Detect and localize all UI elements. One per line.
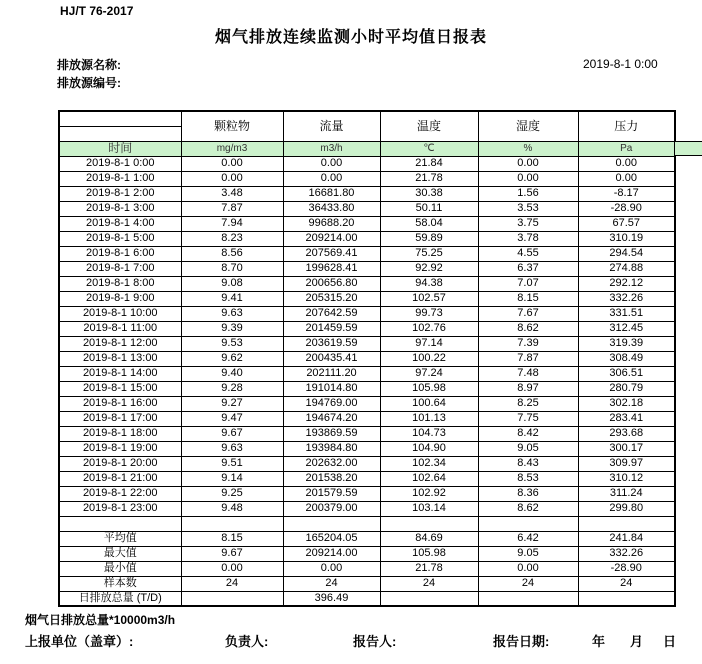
cell-time: 2019-8-1 14:00 [59,366,181,381]
summary-row [59,546,675,561]
cell-value: 9.28 [181,381,283,396]
cell-value: 7.07 [478,276,578,291]
cell-time: 2019-8-1 1:00 [59,171,181,186]
cell-value: 6.37 [478,261,578,276]
cell-time: 2019-8-1 2:00 [59,186,181,201]
cell-value: 7.87 [478,351,578,366]
cell-time: 2019-8-1 10:00 [59,306,181,321]
year-label: 年 [592,634,606,649]
cell-time: 2019-8-1 6:00 [59,246,181,261]
reporter-label: 报告人: [353,634,397,649]
cell-value: 7.39 [478,336,578,351]
time-header-cell: 时间 [59,141,181,156]
table-row [59,351,675,366]
summary-value: 332.26 [578,546,675,561]
cell-value: 8.70 [181,261,283,276]
cell-value: 319.39 [578,336,675,351]
cell-time: 2019-8-1 3:00 [59,201,181,216]
cell-value: 16681.80 [283,186,380,201]
cell-value: 75.25 [380,246,478,261]
cell-value: 8.62 [478,321,578,336]
cell-empty [578,516,675,531]
summary-value: 9.05 [478,546,578,561]
summary-value [478,591,578,606]
cell-time: 2019-8-1 4:00 [59,216,181,231]
summary-value: 0.00 [181,561,283,576]
cell-value: 207569.41 [283,246,380,261]
cell-value: 201459.59 [283,321,380,336]
cell-empty [283,516,380,531]
cell-value: 9.08 [181,276,283,291]
cell-empty [478,516,578,531]
cell-value: 7.75 [478,411,578,426]
table-row [59,366,675,381]
total-emission-note: 烟气日排放总量*10000m3/h [25,613,176,627]
summary-row [59,576,675,591]
cell-value: 102.76 [380,321,478,336]
standard-code: HJ/T 76-2017 [60,4,134,18]
summary-value: 8.15 [181,531,283,546]
day-label: 日 [663,634,677,649]
cell-value: 7.48 [478,366,578,381]
cell-time: 2019-8-1 22:00 [59,486,181,501]
units-row [59,141,675,156]
corner-cell-top [59,111,181,126]
cell-value: 9.41 [181,291,283,306]
cell-time: 2019-8-1 0:00 [59,156,181,171]
report-date-label: 报告日期: [493,634,550,649]
cell-value: 283.41 [578,411,675,426]
table-row [59,231,675,246]
cell-value: 202632.00 [283,456,380,471]
cell-value: 7.94 [181,216,283,231]
table-row [59,306,675,321]
cell-value: 202111.20 [283,366,380,381]
column-header-1: 颗粒物 [181,111,283,141]
summary-value: 0.00 [478,561,578,576]
cell-value: 104.73 [380,426,478,441]
header-row-top [59,111,675,126]
cell-value: 8.36 [478,486,578,501]
cell-value: 200656.80 [283,276,380,291]
summary-value: 209214.00 [283,546,380,561]
cell-value: 102.57 [380,291,478,306]
month-label: 月 [630,634,644,649]
cell-value: 300.17 [578,441,675,456]
summary-rows [59,531,675,606]
cell-time: 2019-8-1 8:00 [59,276,181,291]
cell-value: 299.80 [578,501,675,516]
cell-value: 8.53 [478,471,578,486]
cell-value: 280.79 [578,381,675,396]
cell-value: -28.90 [578,201,675,216]
cell-value: 8.97 [478,381,578,396]
cell-value: 306.51 [578,366,675,381]
cell-time: 2019-8-1 20:00 [59,456,181,471]
cell-value: 99688.20 [283,216,380,231]
cell-value: 8.62 [478,501,578,516]
data-table [58,110,676,607]
cell-value: 3.53 [478,201,578,216]
cell-value: 3.75 [478,216,578,231]
table-row [59,216,675,231]
cell-value: 102.34 [380,456,478,471]
cell-value: 9.40 [181,366,283,381]
summary-row [59,531,675,546]
page-title: 烟气排放连续监测小时平均值日报表 [214,29,487,46]
summary-value [578,591,675,606]
column-header-2: 流量 [283,111,380,141]
cell-time: 2019-8-1 15:00 [59,381,181,396]
cell-time: 2019-8-1 17:00 [59,411,181,426]
summary-value: 9.67 [181,546,283,561]
cell-value: 331.51 [578,306,675,321]
table-row [59,456,675,471]
table-row [59,276,675,291]
cell-value: 0.00 [578,171,675,186]
table-row [59,171,675,186]
summary-value: 24 [478,576,578,591]
cell-value: 194769.00 [283,396,380,411]
cell-value: 9.63 [181,441,283,456]
summary-value: 21.78 [380,561,478,576]
summary-label: 平均值 [59,531,181,546]
summary-row [59,561,675,576]
cell-time: 2019-8-1 13:00 [59,351,181,366]
cell-value: 0.00 [478,156,578,171]
summary-label: 样本数 [59,576,181,591]
table-row [59,291,675,306]
cell-value: 292.12 [578,276,675,291]
summary-label: 最小值 [59,561,181,576]
cell-value: 59.89 [380,231,478,246]
cell-empty [181,516,283,531]
cell-value: 50.11 [380,201,478,216]
cell-value: 92.92 [380,261,478,276]
cell-value: 201538.20 [283,471,380,486]
cell-value: 200379.00 [283,501,380,516]
cell-empty [380,516,478,531]
cell-value: 205315.20 [283,291,380,306]
table-row [59,396,675,411]
spacer-row [59,516,675,531]
cell-value: 9.47 [181,411,283,426]
cell-value: 9.67 [181,426,283,441]
cell-empty [59,516,181,531]
unit-cell-2: m3/h [283,141,380,156]
summary-value: 396.49 [283,591,380,606]
summary-value [380,591,478,606]
hour-rows [59,156,675,531]
cell-value: 9.62 [181,351,283,366]
cell-time: 2019-8-1 12:00 [59,336,181,351]
table-head [59,111,675,156]
cell-value: 30.38 [380,186,478,201]
cell-time: 2019-8-1 7:00 [59,261,181,276]
cell-value: 201579.59 [283,486,380,501]
cell-value: 0.00 [181,156,283,171]
cell-value: 310.19 [578,231,675,246]
cell-value: 9.63 [181,306,283,321]
summary-value: 24 [380,576,478,591]
report-unit-label: 上报单位（盖章）: [25,634,134,649]
unit-cell-1: mg/m3 [181,141,283,156]
cell-value: 67.57 [578,216,675,231]
table-row [59,201,675,216]
column-header-4: 湿度 [478,111,578,141]
cell-value: 3.48 [181,186,283,201]
responsible-person-label: 负责人: [225,634,269,649]
cell-value: 9.14 [181,471,283,486]
cell-value: 312.45 [578,321,675,336]
table-row [59,486,675,501]
cell-value: 0.00 [181,171,283,186]
cell-value: 0.00 [578,156,675,171]
cell-value: 207642.59 [283,306,380,321]
cell-time: 2019-8-1 21:00 [59,471,181,486]
cell-value: 8.15 [478,291,578,306]
cell-value: 102.92 [380,486,478,501]
cell-value: 7.87 [181,201,283,216]
summary-label: 最大值 [59,546,181,561]
cell-value: 311.24 [578,486,675,501]
cell-value: 21.84 [380,156,478,171]
cell-value: 8.56 [181,246,283,261]
cell-value: 36433.80 [283,201,380,216]
summary-value: 24 [283,576,380,591]
table-row [59,246,675,261]
cell-value: 9.48 [181,501,283,516]
unit-cell-4: % [478,141,578,156]
cell-value: 274.88 [578,261,675,276]
cell-value: 100.64 [380,396,478,411]
table-row [59,441,675,456]
cell-value: 97.24 [380,366,478,381]
table-row [59,321,675,336]
corner-cell-bottom [59,126,181,141]
cell-value: 21.78 [380,171,478,186]
cell-value: -8.17 [578,186,675,201]
cell-time: 2019-8-1 19:00 [59,441,181,456]
cell-value: 8.25 [478,396,578,411]
summary-value: 6.42 [478,531,578,546]
cell-value: 101.13 [380,411,478,426]
cell-value: 104.90 [380,441,478,456]
cell-value: 191014.80 [283,381,380,396]
summary-value: 0.00 [283,561,380,576]
cell-value: 9.39 [181,321,283,336]
summary-value: 241.84 [578,531,675,546]
cell-value: 9.51 [181,456,283,471]
column-header-5: 压力 [578,111,675,141]
table-row [59,336,675,351]
cell-value: 8.42 [478,426,578,441]
cell-value: 310.12 [578,471,675,486]
cell-time: 2019-8-1 18:00 [59,426,181,441]
cell-value: 102.64 [380,471,478,486]
table-row [59,471,675,486]
cell-time: 2019-8-1 16:00 [59,396,181,411]
cell-value: 293.68 [578,426,675,441]
cell-value: 8.43 [478,456,578,471]
cell-value: 9.53 [181,336,283,351]
cell-value: 193869.59 [283,426,380,441]
report-datetime: 2019-8-1 0:00 [583,57,658,71]
source-id-label: 排放源编号: [57,76,121,90]
cell-value: 194674.20 [283,411,380,426]
cell-value: 209214.00 [283,231,380,246]
summary-value: 24 [578,576,675,591]
cell-value: 100.22 [380,351,478,366]
cell-value: 193984.80 [283,441,380,456]
summary-value: 84.69 [380,531,478,546]
cell-value: 0.00 [283,171,380,186]
cell-value: 103.14 [380,501,478,516]
unit-cell-3: ℃ [380,141,478,156]
summary-value [181,591,283,606]
cell-time: 2019-8-1 11:00 [59,321,181,336]
summary-label: 日排放总量 (T/D) [59,591,181,606]
summary-value: 105.98 [380,546,478,561]
cell-value: 8.23 [181,231,283,246]
cell-value: 3.78 [478,231,578,246]
cell-value: 105.98 [380,381,478,396]
cell-value: 0.00 [478,171,578,186]
cell-value: 0.00 [283,156,380,171]
cell-value: 99.73 [380,306,478,321]
summary-row [59,591,675,606]
unit-cell-5: Pa [578,141,675,156]
cell-value: 302.18 [578,396,675,411]
source-name-label: 排放源名称: [57,58,121,72]
cell-time: 2019-8-1 5:00 [59,231,181,246]
cell-value: 58.04 [380,216,478,231]
cell-value: 203619.59 [283,336,380,351]
cell-value: 332.26 [578,291,675,306]
table-row [59,426,675,441]
cell-value: 294.54 [578,246,675,261]
cell-value: 4.55 [478,246,578,261]
cell-time: 2019-8-1 23:00 [59,501,181,516]
cell-value: 94.38 [380,276,478,291]
table-row [59,261,675,276]
summary-value: -28.90 [578,561,675,576]
table-row [59,156,675,171]
table-row [59,381,675,396]
table-row [59,411,675,426]
cell-value: 9.27 [181,396,283,411]
cell-value: 200435.41 [283,351,380,366]
cell-value: 199628.41 [283,261,380,276]
green-overflow-stripe [675,141,702,156]
cell-value: 97.14 [380,336,478,351]
summary-value: 24 [181,576,283,591]
table-row [59,501,675,516]
cell-value: 308.49 [578,351,675,366]
column-header-3: 温度 [380,111,478,141]
cell-value: 9.25 [181,486,283,501]
cell-time: 2019-8-1 9:00 [59,291,181,306]
cell-value: 9.05 [478,441,578,456]
cell-value: 7.67 [478,306,578,321]
cell-value: 309.97 [578,456,675,471]
table-row [59,186,675,201]
summary-value: 165204.05 [283,531,380,546]
cell-value: 1.56 [478,186,578,201]
